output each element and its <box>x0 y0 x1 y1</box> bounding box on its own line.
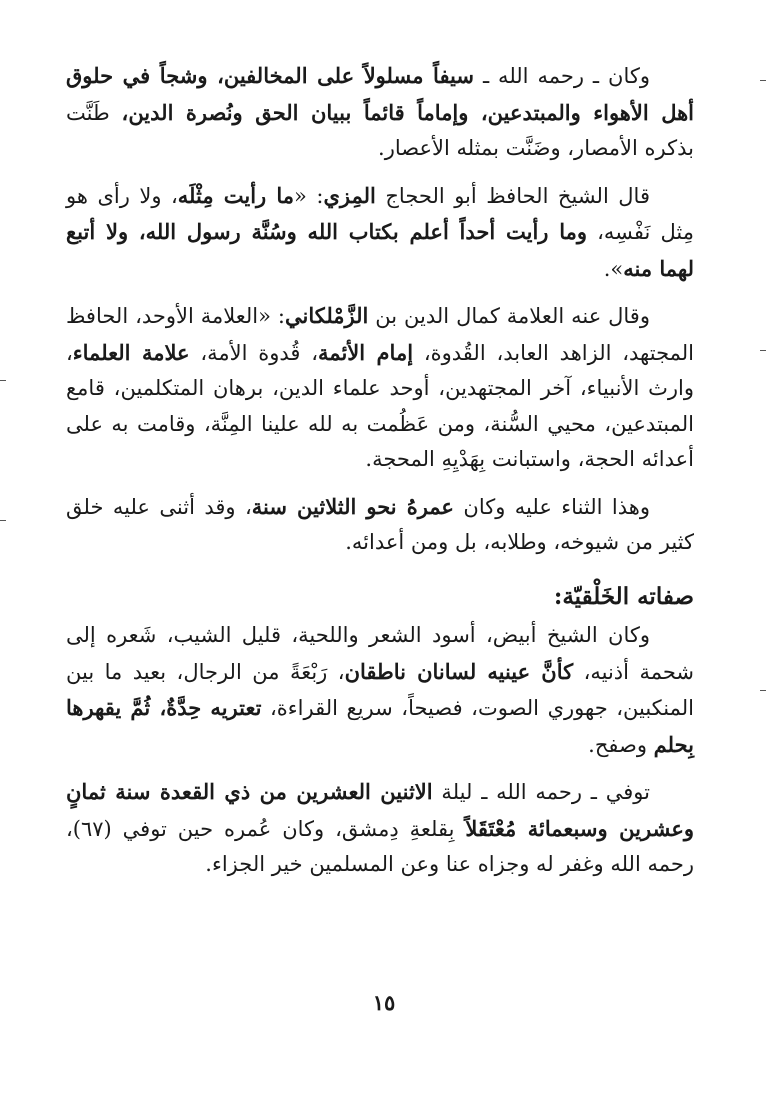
text-segment: وقال عنه العلامة كمال الدين بن <box>368 304 650 328</box>
margin-tick <box>760 690 766 691</box>
paragraph-physical-traits <box>66 618 694 763</box>
paragraph-mizzi-quote <box>66 178 694 288</box>
text-segment: ، وقد أثنى عليه خلق كثير من شيوخه، وطلابه، بل ومن أعدائه. <box>66 494 694 554</box>
bold-text-segment: سيفاً مسلولاً على المخالفين، وشجاً في حلوق أهل الأهواء والمبتدعين، وإماماً قائماً ببيان الحق ونُصرة الدين، <box>66 63 695 125</box>
text-segment: ، ولا رأى هو مِثل نَفْسِه، <box>66 183 695 244</box>
text-segment: وصفح. <box>588 732 654 757</box>
bold-text-segment: المِزي <box>323 182 376 208</box>
bold-text-segment: وما رأيت أحداً أعلم بكتاب الله وسُنَّة رسول الله، ولا أتبع لهما منه <box>66 219 694 281</box>
margin-tick <box>0 380 6 381</box>
bold-text-segment: الزَّمْلكاني <box>285 303 369 328</box>
paragraph-death <box>66 774 694 883</box>
margin-tick <box>760 350 766 351</box>
margin-tick <box>0 520 6 521</box>
text-segment: طَنَّت بذكره الأمصار، وضَنَّت بمثله الأعصار. <box>66 100 694 160</box>
text-segment: : «العلامة الأوحد، الحافظ المجتهد، الزاهد العابد، القُدوة، <box>66 304 694 365</box>
paragraph-zamlakani-quote <box>66 298 694 478</box>
text-segment: وكان الشيخ أبيض، أسود الشعر واللحية، قليل الشيب، شَعره إلى شحمة أذنيه، <box>66 623 694 684</box>
text-segment: وهذا الثناء عليه وكان <box>453 494 650 519</box>
text-segment: ، قُدوة الأمة، <box>189 340 319 365</box>
bold-text-segment: تعتريه حِدَّةٌ، ثُمَّ يقهرها بِحلم <box>66 695 694 757</box>
margin-tick <box>760 80 766 81</box>
paragraph-age-note <box>66 489 694 561</box>
bold-text-segment: كأنَّ عينيه لسانان ناطقان <box>344 658 574 684</box>
text-segment: ، رَبْعَةً من الرجال، بعيد ما بين المنكبين، جهوري الصوت، فصيحاً، سريع القراءة، <box>66 659 694 720</box>
bold-text-segment: عمرهُ نحو الثلاثين سنة <box>251 493 454 519</box>
paragraph-praise <box>66 58 694 167</box>
bold-text-segment: إمام الأئمة <box>318 339 414 365</box>
text-segment: توفي ـ رحمه الله ـ ليلة <box>432 780 650 804</box>
body-text <box>66 58 694 883</box>
bold-text-segment: الاثنين العشرين من ذي القعدة سنة ثمانٍ وعشرين وسبعمائة مُعْتَقَلاً <box>66 779 694 841</box>
section-heading: صفاته الخَلْقيّة: <box>553 582 694 610</box>
text-segment: بِقلعةِ دِمشق، وكان عُمره حين توفي (٦٧)، رحمه الله وغفر له وجزاه عنا وعن المسلمين خير الجزاء. <box>66 816 694 876</box>
text-segment: ، وارث الأنبياء، آخر المجتهدين، أوحد علماء الدين، برهان المتكلمين، قامع المبتدعين، محيي السُّنة، ومن عَظُمت به لله علينا المِنَّة، وقامت به على أعدائه الحجة، واستبانت بِهَدْيِهِ المحجة. <box>66 340 694 471</box>
bold-text-segment: علامة العلماء <box>72 339 190 365</box>
bold-text-segment: ما رأيت مِثْلَه <box>177 182 294 208</box>
text-segment: قال الشيخ الحافظ أبو الحجاج <box>375 183 650 208</box>
text-segment: : « <box>294 183 324 208</box>
text-segment: ». <box>603 256 624 281</box>
page-number: ١٥ <box>372 990 396 1015</box>
text-segment: وكان ـ رحمه الله ـ <box>474 64 650 88</box>
